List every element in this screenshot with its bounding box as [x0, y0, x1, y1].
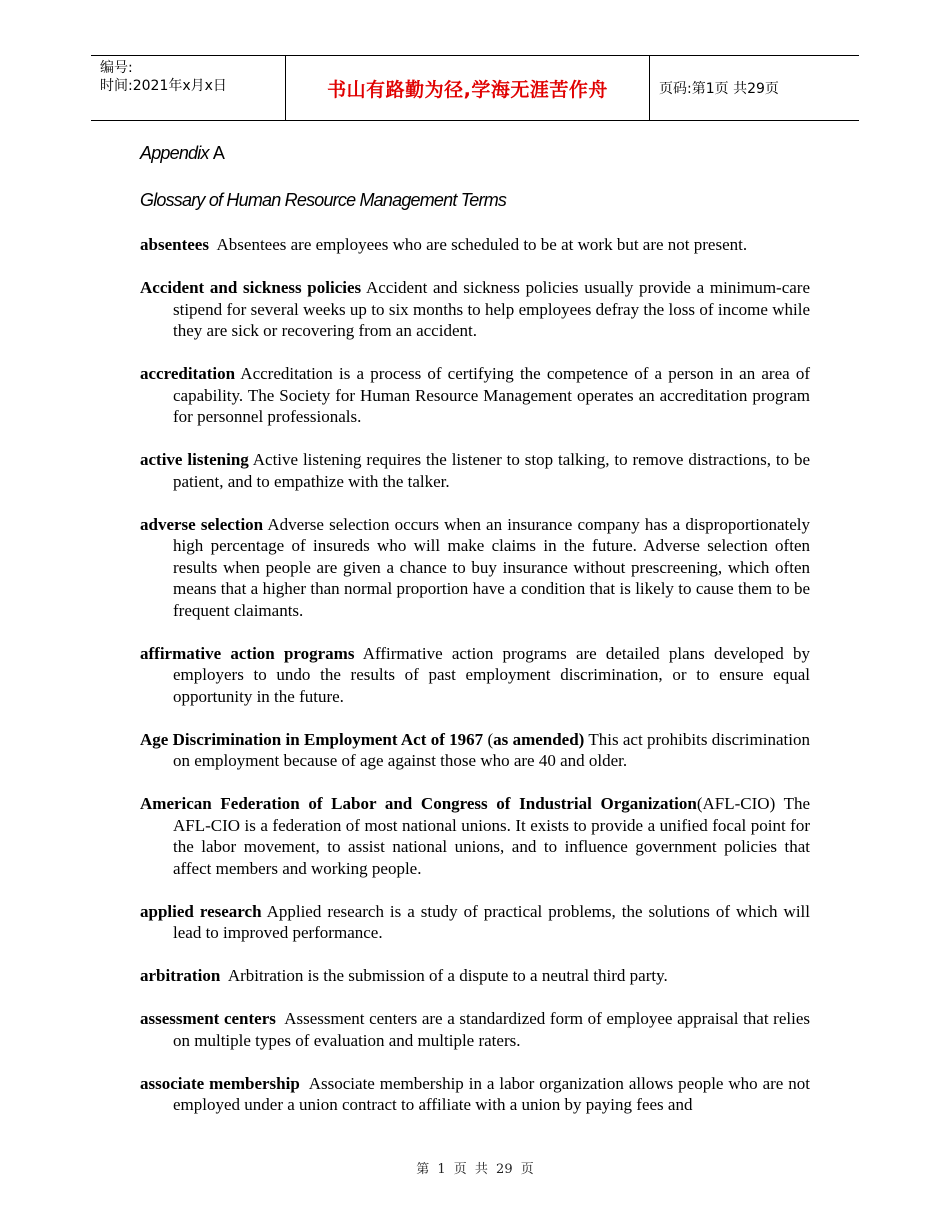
entry-term: active listening: [140, 450, 249, 469]
entry-term: applied research: [140, 901, 262, 921]
page-footer: 第 1 页 共 29 页: [416, 1162, 534, 1177]
entry-separator: [220, 966, 228, 985]
entry-term: associate membership: [140, 1073, 300, 1093]
entry-definition: Affirmative action programs are detailed plans developed by employers to undo the results of past employment discrimination, or to ensure equal opportunity in the future.: [173, 643, 810, 706]
entry-definition: Assessment centers are a standardized form of employee appraisal that relies on multiple types of evaluation and multiple raters.: [173, 1009, 810, 1050]
glossary-title: Glossary of Human Resource Management Terms: [140, 190, 507, 210]
entry-definition: Applied research is a study of practical problems, the solutions of which will lead to improved performance.: [173, 901, 810, 942]
glossary-entry-arbitration: [140, 965, 810, 987]
entry-term: Age Discrimination in Employment Act of 1967: [140, 729, 484, 749]
glossary-entry-age-discrimination-act: [140, 729, 810, 772]
appendix-word: Appendix: [140, 143, 209, 163]
glossary-entry-adverse-selection: [140, 514, 810, 622]
document-time-label: 时间:2021年x月x日: [100, 78, 227, 94]
entry-term: accreditation: [140, 364, 236, 383]
entry-term: arbitration: [140, 966, 221, 985]
glossary-entry-accident-sickness: [140, 277, 810, 342]
glossary-entry-absentees: [140, 234, 810, 256]
entry-definition: Active listening requires the listener to stop talking, to remove distractions, to be patient, and to empathize with the talker.: [173, 450, 811, 491]
appendix-heading: [140, 140, 810, 166]
glossary-entry-active-listening: [140, 449, 810, 492]
entry-definition: (AFL-CIO) The AFL-CIO is a federation of most national unions. It exists to provide a unified focal point for the labor movement, to assist national unions, and to influence government policies that affect members and working people.: [173, 794, 811, 878]
document-number-label: 编号:: [100, 60, 133, 76]
header-motto: 书山有路勤为径,学海无涯苦作舟: [286, 56, 650, 120]
entry-definition: Accident and sickness policies usually provide a minimum-care stipend for several weeks up to six months to help employees defray the loss of income while they are sick or recovering from an accident.: [173, 278, 810, 340]
entry-term: adverse selection: [140, 514, 264, 534]
entry-term: American Federation of Labor and Congress of Industrial Organization: [140, 794, 697, 813]
glossary-entry-accreditation: [140, 363, 810, 428]
appendix-letter: A: [212, 143, 225, 163]
glossary-entry-associate-membership: [140, 1073, 810, 1116]
entry-definition: Arbitration is the submission of a dispute to a neutral third party.: [227, 966, 668, 985]
entry-definition: Adverse selection occurs when an insurance company has a disproportionately high percentage of insureds who will make claims in the future. Adverse selection often results when people are given a chance to buy insurance without prescreening, which often means that a higher than normal proportion have a condition that is likely to cause them to be frequent claimants.: [173, 514, 810, 620]
entry-separator: [209, 235, 217, 254]
header-page-info: 页码:第1页 共29页: [659, 81, 779, 97]
glossary-entry-affirmative-action: [140, 643, 810, 708]
entry-term: Accident and sickness policies: [140, 278, 362, 297]
entry-separator: [300, 1074, 309, 1093]
entry-separator: [354, 644, 362, 663]
entry-term-qualifier: as amended): [493, 729, 585, 749]
glossary-entry-afl-cio: [140, 793, 810, 879]
entry-definition: This act prohibits discrimination on employment because of age against those who are 40 and older.: [173, 729, 810, 770]
document-body: [140, 140, 810, 1137]
glossary-entry-assessment-centers: [140, 1008, 810, 1051]
page-header: [91, 55, 859, 121]
header-meta: [91, 56, 286, 120]
entry-term: absentees: [140, 235, 209, 254]
entry-term: affirmative action programs: [140, 643, 355, 663]
entry-separator: (: [483, 729, 494, 749]
entry-definition: Accreditation is a process of certifying the competence of a person in an area of capability. The Society for Human Resource Management operates an accreditation program for personnel professionals.: [173, 364, 810, 426]
entry-definition: Associate membership in a labor organization allows people who are not employed under a union contract to affiliate with a union by paying fees and: [173, 1073, 811, 1114]
glossary-entry-applied-research: [140, 901, 810, 944]
entry-definition: Absentees are employees who are scheduled to be at work but are not present.: [216, 235, 748, 254]
entry-term: assessment centers: [140, 1009, 276, 1028]
entry-separator: [276, 1009, 284, 1028]
